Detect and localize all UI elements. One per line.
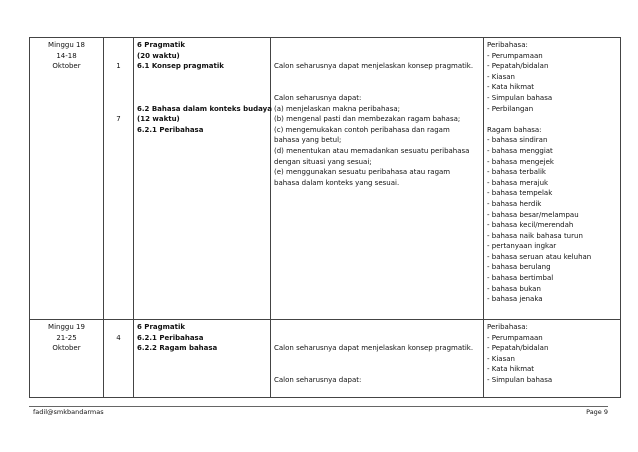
note-line: - bahasa tempelak [487,189,553,198]
note-line: Ragam bahasa: [487,125,542,134]
outcome-line: (a) menjelaskan makna peribahasa; [274,104,400,113]
note-line: - bahasa mengejek [487,157,554,166]
note-line: - bahasa merajuk [487,178,549,187]
note-line: - Simpulan bahasa [487,375,553,384]
note-line: - bahasa menggiat [487,146,553,155]
topic-line: 6.1 Konsep pragmatik [137,62,224,71]
outcome-line: Calon seharusnya dapat: [274,375,362,384]
topic-line: 6.2.2 Ragam bahasa [137,344,218,353]
number-value: 7 [116,115,121,124]
note-line: - Simpulan bahasa [487,93,553,102]
note-line: - bahasa jenaka [487,295,543,304]
outcome-line: Calon seharusnya dapat: [274,93,362,102]
outcome-line: (c) mengemukakan contoh peribahasa dan ragam [274,125,450,134]
note-line: - Pepatah/bidalan [487,344,549,353]
outcome-line: bahasa dalam konteks yang sesuai. [274,178,400,187]
outcome-line: Calon seharusnya dapat menjelaskan konsep pragmatik. [274,62,474,71]
note-line: - Perumpamaan [487,51,543,60]
topic-line: 6 Pragmatik [137,41,186,49]
outcome-line: (d) menentukan atau memadankan sesuatu peribahasa [274,146,470,155]
footer-divider [29,406,608,407]
note-line: - Pepatah/bidalan [487,62,549,71]
topic-line: 6.2 Bahasa dalam konteks budaya [137,104,272,113]
number-cell [104,38,134,320]
note-line: Peribahasa: [487,41,528,49]
note-line: - bahasa besar/melampau [487,210,579,219]
note-line: - Perbilangan [487,104,534,113]
learning-outcome-cell [271,38,484,320]
week-label: Minggu 19 [48,323,85,331]
notes-cell [484,320,621,398]
note-line: - Perumpamaan [487,333,543,342]
topic-cell [134,320,271,398]
outcome-line: (e) menggunakan sesuatu peribahasa atau ragam [274,168,451,177]
week-dates: 14-18 [56,51,77,60]
note-line: - Kata hikmat [487,365,535,374]
number-value: 4 [116,333,121,342]
note-line: - bahasa bertimbal [487,274,554,283]
note-line: - Kiasan [487,354,515,363]
note-line: - bahasa terbalik [487,168,546,177]
week-month: Oktober [52,344,81,353]
note-line: - Kiasan [487,72,515,81]
week-month: Oktober [52,62,81,71]
page-number: Page 9 [586,408,608,416]
note-line: - bahasa naik bahasa turun [487,231,583,240]
table-row [30,320,621,398]
week-cell [30,320,104,398]
note-line: - bahasa sindiran [487,136,548,145]
note-line: - bahasa kecil/merendah [487,221,574,230]
learning-outcome-cell [271,320,484,398]
outcome-line: Calon seharusnya dapat menjelaskan konsep pragmatik. [274,344,474,353]
week-cell [30,38,104,320]
outcome-line: (b) mengenal pasti dan membezakan ragam bahasa; [274,115,461,124]
note-line: - bahasa berulang [487,263,551,272]
lesson-plan-table [29,37,621,398]
number-value: 1 [116,62,121,71]
table-row [30,38,621,320]
number-cell [104,320,134,398]
notes-cell [484,38,621,320]
note-line: Peribahasa: [487,323,528,331]
topic-cell [134,38,271,320]
topic-line: (20 waktu) [137,51,180,60]
topic-line: (12 waktu) [137,115,180,124]
outcome-line: bahasa yang betul; [274,136,342,145]
outcome-line: dengan situasi yang sesuai; [274,157,372,166]
note-line: - pertanyaan ingkar [487,242,557,251]
note-line: - bahasa bukan [487,284,541,293]
note-line: - Kata hikmat [487,83,535,92]
topic-line: 6.2.1 Peribahasa [137,125,204,134]
topic-line: 6.2.1 Peribahasa [137,333,204,342]
note-line: - bahasa herdik [487,199,542,208]
topic-line: 6 Pragmatik [137,323,186,331]
week-label: Minggu 18 [48,41,85,49]
week-dates: 21-25 [56,333,77,342]
note-line: - bahasa seruan atau keluhan [487,252,592,261]
footer-email: fadil@smkbandarmas [33,408,104,416]
